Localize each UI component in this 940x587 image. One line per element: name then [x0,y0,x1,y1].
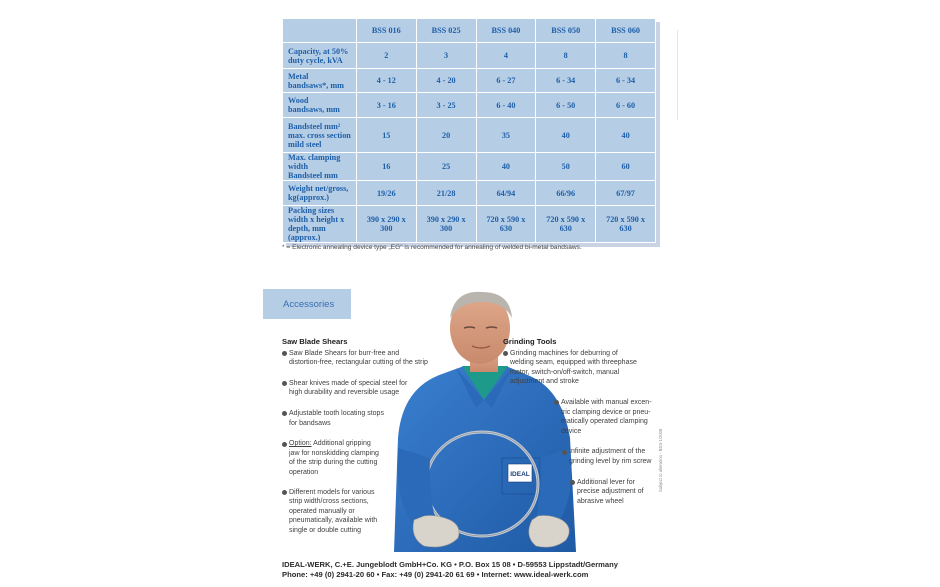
row-label: Wood bandsaws, mm [283,93,357,118]
table-cell: 64/94 [476,181,536,206]
bullet-icon [282,490,287,495]
bullet-icon [282,381,287,386]
accessories-heading: Accessories [263,289,351,319]
grinding-tools-heading: Grinding Tools [503,337,557,346]
list-item: Adjustable tooth locating stops for bandsaws [282,409,437,428]
table-cell: 720 x 590 x 630 [596,206,656,243]
table-cell: 6 - 34 [596,69,656,93]
table-cell: 67/97 [596,181,656,206]
list-item: Shear knives made of special steel for high durability and reversible usage [282,379,437,398]
table-cell: 66/96 [536,181,596,206]
table-cell: 15 [356,118,416,153]
table-cell: 40 [536,118,596,153]
row-label: Capacity, at 50% duty cycle, kVA [283,43,357,69]
table-cell: 16 [356,153,416,181]
table-header-empty [283,19,357,43]
row-label: Packing sizes width x height x depth, mm (approx.) [283,206,357,243]
page-edge-line [677,30,678,120]
table-cell: 4 - 20 [416,69,476,93]
table-cell: 25 [416,153,476,181]
bullet-icon [570,480,575,485]
bullet-icon [282,411,287,416]
footer-line-1: IDEAL-WERK, C.+E. Jungeblodt GmbH+Co. KG • P.O. Box 15 08 • D-59553 Lippstadt/Germany [282,560,618,569]
table-cell: 8 [536,43,596,69]
table-cell: 3 - 16 [356,93,416,118]
bullet-icon [562,450,567,455]
row-label: Bandsteel mm² max. cross section mild steel [283,118,357,153]
side-note: Subject to alteration - BSS-1/2008 [658,428,663,492]
table-cell: 50 [536,153,596,181]
table-cell: 720 x 590 x 630 [536,206,596,243]
option-label: Option: [289,440,312,448]
table-cell: 8 [596,43,656,69]
grinding-tools-section [503,337,663,517]
list-item: Additional lever for precise adjustment of abrasive wheel [503,478,663,507]
table-header-bss025: BSS 025 [416,19,476,43]
table-row [283,206,656,243]
bullet-icon [282,351,287,356]
table-row [283,153,656,181]
table-cell: 6 - 50 [536,93,596,118]
list-item: Saw Blade Shears for burr-free and distortion-free, rectangular cutting of the strip [282,349,437,368]
table-cell: 40 [476,153,536,181]
list-item: Available with manual excen- tric clamping device or pneu- matically operated clamping device [503,398,663,436]
table-header-bss060: BSS 060 [596,19,656,43]
bullet-icon [554,400,559,405]
saw-blade-shears-heading: Saw Blade Shears [282,337,348,346]
bullet-icon [503,351,508,356]
table-cell: 19/26 [356,181,416,206]
list-item: Option: Additional gripping jaw for nonskidding clamping of the strip during the cutting operation [282,439,437,477]
table-cell: 720 x 590 x 630 [476,206,536,243]
list-item: Grinding machines for deburring of welding seam, equipped with threephase motor, switch-on/off-switch, manual adjustment and stroke [503,349,663,387]
table-cell: 3 - 25 [416,93,476,118]
table-row [283,93,656,118]
table-header-bss050: BSS 050 [536,19,596,43]
footer-address [282,560,618,580]
table-cell: 6 - 34 [536,69,596,93]
table-cell: 6 - 40 [476,93,536,118]
row-label: Metal bandsaws*, mm [283,69,357,93]
table-row [283,69,656,93]
table-cell: 2 [356,43,416,69]
table-cell: 6 - 60 [596,93,656,118]
table-cell: 40 [596,118,656,153]
footer-line-2: Phone: +49 (0) 2941-20 60 • Fax: +49 (0) 2941-20 61 69 • Internet: www.ideal-werk.com [282,570,589,580]
grinding-tools-list [503,349,663,507]
list-item: Different models for various strip width/cross sections, operated manually or pneumatically, available with single or double cutting [282,488,437,536]
spec-table-container [282,18,656,243]
row-label: Max. clamping width Bandsteel mm [283,153,357,181]
table-cell: 60 [596,153,656,181]
table-header-bss016: BSS 016 [356,19,416,43]
row-label: Weight net/gross, kg(approx.) [283,181,357,206]
table-cell: 35 [476,118,536,153]
table-cell: 390 x 290 x 300 [356,206,416,243]
list-item: Infinite adjustment of the grinding level by rim screw [503,447,663,466]
table-cell: 20 [416,118,476,153]
table-row [283,43,656,69]
table-footnote: * = Electronic annealing device type „EG" is recommended for annealing of welded bi-metal bandsaws. [282,244,582,251]
table-cell: 6 - 27 [476,69,536,93]
table-row [283,181,656,206]
table-cell: 390 x 290 x 300 [416,206,476,243]
table-cell: 4 - 12 [356,69,416,93]
table-header-row [283,19,656,43]
spec-table [282,18,656,243]
table-cell: 21/28 [416,181,476,206]
table-row [283,118,656,153]
table-header-bss040: BSS 040 [476,19,536,43]
bullet-icon [282,442,287,447]
table-cell: 4 [476,43,536,69]
ideal-badge-text: IDEAL [510,471,530,478]
table-cell: 3 [416,43,476,69]
